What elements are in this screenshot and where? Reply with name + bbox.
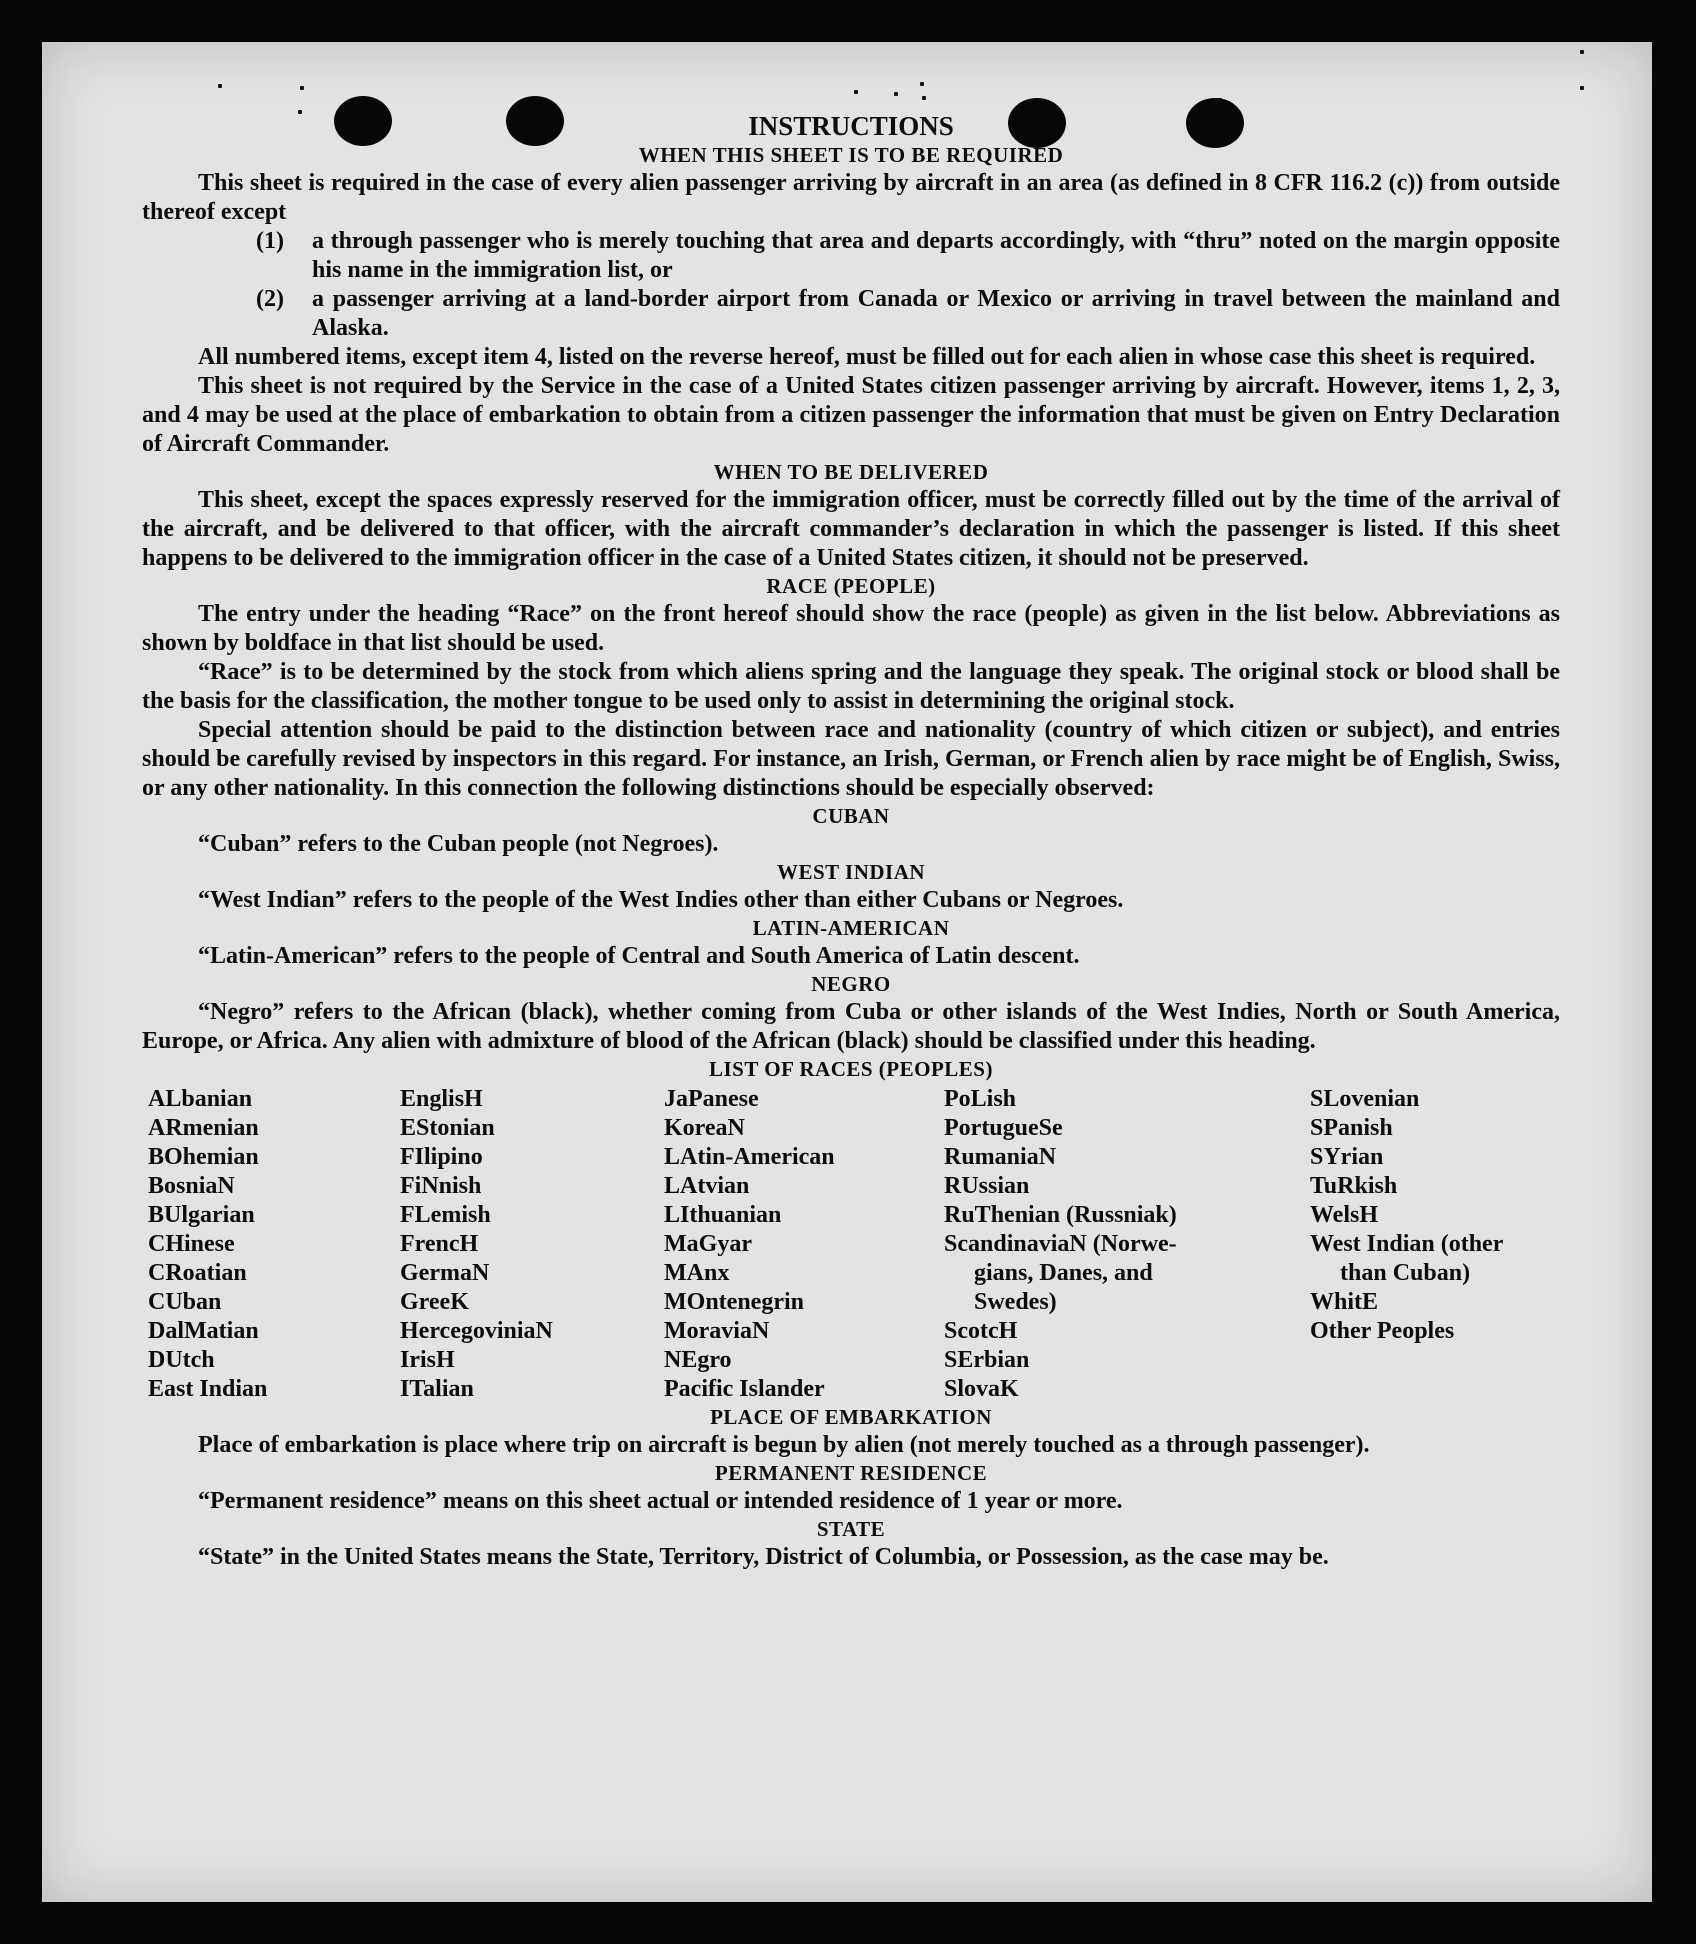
negro-text: “Negro” refers to the African (black), whether coming from Cuba or other islands of the West Indies, North or South America, Europe, or Africa. Any alien with admixture of blood of the African (black) should be classified under this heading. (142, 999, 1560, 1054)
race-entry: DUtch (148, 1347, 215, 1373)
ink-speck (854, 90, 858, 94)
numbered-items-note: All numbered items, except item 4, listed on the reverse hereof, must be filled out for each alien in whose case this sheet is required. (198, 344, 1536, 370)
section-heading-required: WHEN THIS SHEET IS TO BE REQUIRED (638, 143, 1064, 167)
exception-number: (2) (256, 286, 284, 312)
race-column (400, 1085, 664, 1404)
race-entry: East Indian (148, 1376, 268, 1402)
race-entry: SErbian (944, 1347, 1030, 1373)
race-entry: LAtin-American (664, 1144, 835, 1170)
race-column (1310, 1085, 1560, 1404)
cuban-text: “Cuban” refers to the Cuban people (not Negroes). (198, 831, 719, 857)
race-entry: GreeK (400, 1289, 469, 1315)
required-intro: This sheet is required in the case of every alien passenger arriving by aircraft in an area (as defined in 8 CFR 116.2 (c)) from outside thereof except (142, 170, 1560, 225)
race-entry: BUlgarian (148, 1202, 255, 1228)
race-entry: DalMatian (148, 1318, 259, 1344)
race-entry: PoLish (944, 1086, 1017, 1112)
ink-speck (1580, 86, 1584, 90)
race-entry: JaPanese (664, 1086, 759, 1112)
ink-speck (894, 92, 898, 96)
race-entry: PortugueSe (944, 1115, 1063, 1141)
race-entry: TuRkish (1310, 1173, 1398, 1199)
race-entry: BosniaN (148, 1173, 235, 1199)
ink-speck (1218, 98, 1222, 102)
section-heading-race-list: LIST OF RACES (PEOPLES) (709, 1057, 993, 1081)
section-heading-latin-american: LATIN-AMERICAN (752, 916, 950, 940)
race-entry: SPanish (1310, 1115, 1393, 1141)
race-entry: ScotcH (944, 1318, 1018, 1344)
race-entry: MaGyar (664, 1231, 752, 1257)
exception-text: a passenger arriving at a land-border airport from Canada or Mexico or arriving in travel between the mainland and Alaska. (312, 286, 1560, 341)
race-entry: MoraviaN (664, 1318, 770, 1344)
section-heading-cuban: CUBAN (812, 804, 890, 828)
race-entry: CRoatian (148, 1260, 247, 1286)
race-entry: FIlipino (400, 1144, 483, 1170)
ink-speck (300, 86, 304, 90)
section-heading-race: RACE (PEOPLE) (766, 574, 936, 598)
section-heading-state: STATE (816, 1517, 886, 1541)
race-entry: West Indian (other (1310, 1231, 1504, 1257)
race-entry: KoreaN (664, 1115, 745, 1141)
race-entry: RumaniaN (944, 1144, 1057, 1170)
race-entry: SLovenian (1310, 1086, 1420, 1112)
race-entry: Other Peoples (1310, 1318, 1455, 1344)
race-entry: gians, Danes, and (974, 1260, 1153, 1286)
section-heading-negro: NEGRO (811, 972, 891, 996)
embarkation-text: Place of embarkation is place where trip on aircraft is begun by alien (not merely touched as a through passenger). (198, 1432, 1370, 1458)
race-entry: CHinese (148, 1231, 235, 1257)
race-entry: NEgro (664, 1347, 732, 1373)
race-entry: WhitE (1310, 1289, 1379, 1315)
race-entry: WelsH (1310, 1202, 1379, 1228)
race-entry: LAtvian (664, 1173, 750, 1199)
exception-text: a through passenger who is merely touching that area and departs accordingly, with “thru” noted on the margin opposite his name in the immigration list, or (312, 228, 1560, 283)
exception-item (256, 285, 1560, 343)
document-page (42, 42, 1652, 1902)
race-entry: FLemish (400, 1202, 491, 1228)
race-entry: than Cuban) (1340, 1260, 1471, 1286)
exception-number: (1) (256, 228, 284, 254)
section-heading-embarkation: PLACE OF EMBARKATION (710, 1405, 992, 1429)
race-entry: RuThenian (Russniak) (944, 1202, 1177, 1228)
instructions-text (142, 110, 1560, 1572)
west-indian-text: “West Indian” refers to the people of the West Indies other than either Cubans or Negroes. (198, 887, 1124, 913)
section-heading-west-indian: WEST INDIAN (776, 860, 926, 884)
citizen-note: This sheet is not required by the Service in the case of a United States citizen passenger arriving by aircraft. However, items 1, 2, 3, and 4 may be used at the place of embarkation to obtain from a citizen passenger the information that must be given on Entry Declaration of Aircraft Commander. (142, 373, 1560, 457)
ink-speck (920, 82, 924, 86)
section-heading-residence: PERMANENT RESIDENCE (714, 1461, 988, 1485)
race-entry: IrisH (400, 1347, 455, 1373)
race-entry: ScandinaviaN (Norwe- (944, 1231, 1177, 1257)
race-entry: ALbanian (148, 1086, 253, 1112)
race-entry: Swedes) (974, 1289, 1057, 1315)
race-list (148, 1085, 1560, 1404)
race-entry: EnglisH (400, 1086, 483, 1112)
race-entry: CUban (148, 1289, 222, 1315)
residence-text: “Permanent residence” means on this sheet actual or intended residence of 1 year or more. (198, 1488, 1123, 1514)
race-entry: BOhemian (148, 1144, 259, 1170)
page-title: INSTRUCTIONS (748, 111, 954, 141)
delivered-text: This sheet, except the spaces expressly reserved for the immigration officer, must be correctly filled out by the time of the arrival of the aircraft, and be delivered to that officer, with the aircraft commander’s declaration in which the passenger is listed. If this sheet happens to be delivered to the immigration officer in the case of a United States citizen, it should not be preserved. (142, 487, 1560, 571)
race-entry: ITalian (400, 1376, 474, 1402)
state-text: “State” in the United States means the State, Territory, District of Columbia, or Possession, as the case may be. (198, 1544, 1329, 1570)
ink-speck (218, 84, 222, 88)
race-paragraph: The entry under the heading “Race” on the front hereof should show the race (people) as given in the list below. Abbreviations as shown by boldface in that list should be used. (142, 601, 1560, 656)
race-entry: ARmenian (148, 1115, 259, 1141)
race-entry: FiNnish (400, 1173, 482, 1199)
race-paragraph: “Race” is to be determined by the stock from which aliens spring and the language they speak. The original stock or blood shall be the basis for the classification, the mother tongue to be used only to assist in determining the original stock. (142, 659, 1560, 714)
race-paragraph: Special attention should be paid to the distinction between race and nationality (country of which citizen or subject), and entries should be carefully revised by inspectors in this regard. For instance, an Irish, German, or French alien by race might be of English, Swiss, or any other nationality. In this connection the following distinctions should be especially observed: (142, 717, 1560, 801)
ink-speck (1580, 50, 1584, 54)
race-column (944, 1085, 1310, 1404)
race-entry: Pacific Islander (664, 1376, 825, 1402)
race-column (148, 1085, 400, 1404)
race-entry: HercegoviniaN (400, 1318, 553, 1344)
ink-speck (922, 96, 926, 100)
race-entry: EStonian (400, 1115, 495, 1141)
race-entry: SYrian (1310, 1144, 1384, 1170)
race-entry: GermaN (400, 1260, 490, 1286)
exception-item (256, 227, 1560, 285)
race-entry: FrencH (400, 1231, 479, 1257)
race-entry: SlovaK (944, 1376, 1019, 1402)
section-heading-delivered: WHEN TO BE DELIVERED (713, 460, 989, 484)
race-entry: LIthuanian (664, 1202, 782, 1228)
race-entry: RUssian (944, 1173, 1030, 1199)
race-entry: MAnx (664, 1260, 730, 1286)
race-entry: MOntenegrin (664, 1289, 804, 1315)
latin-american-text: “Latin-American” refers to the people of Central and South America of Latin descent. (198, 943, 1080, 969)
race-column (664, 1085, 944, 1404)
